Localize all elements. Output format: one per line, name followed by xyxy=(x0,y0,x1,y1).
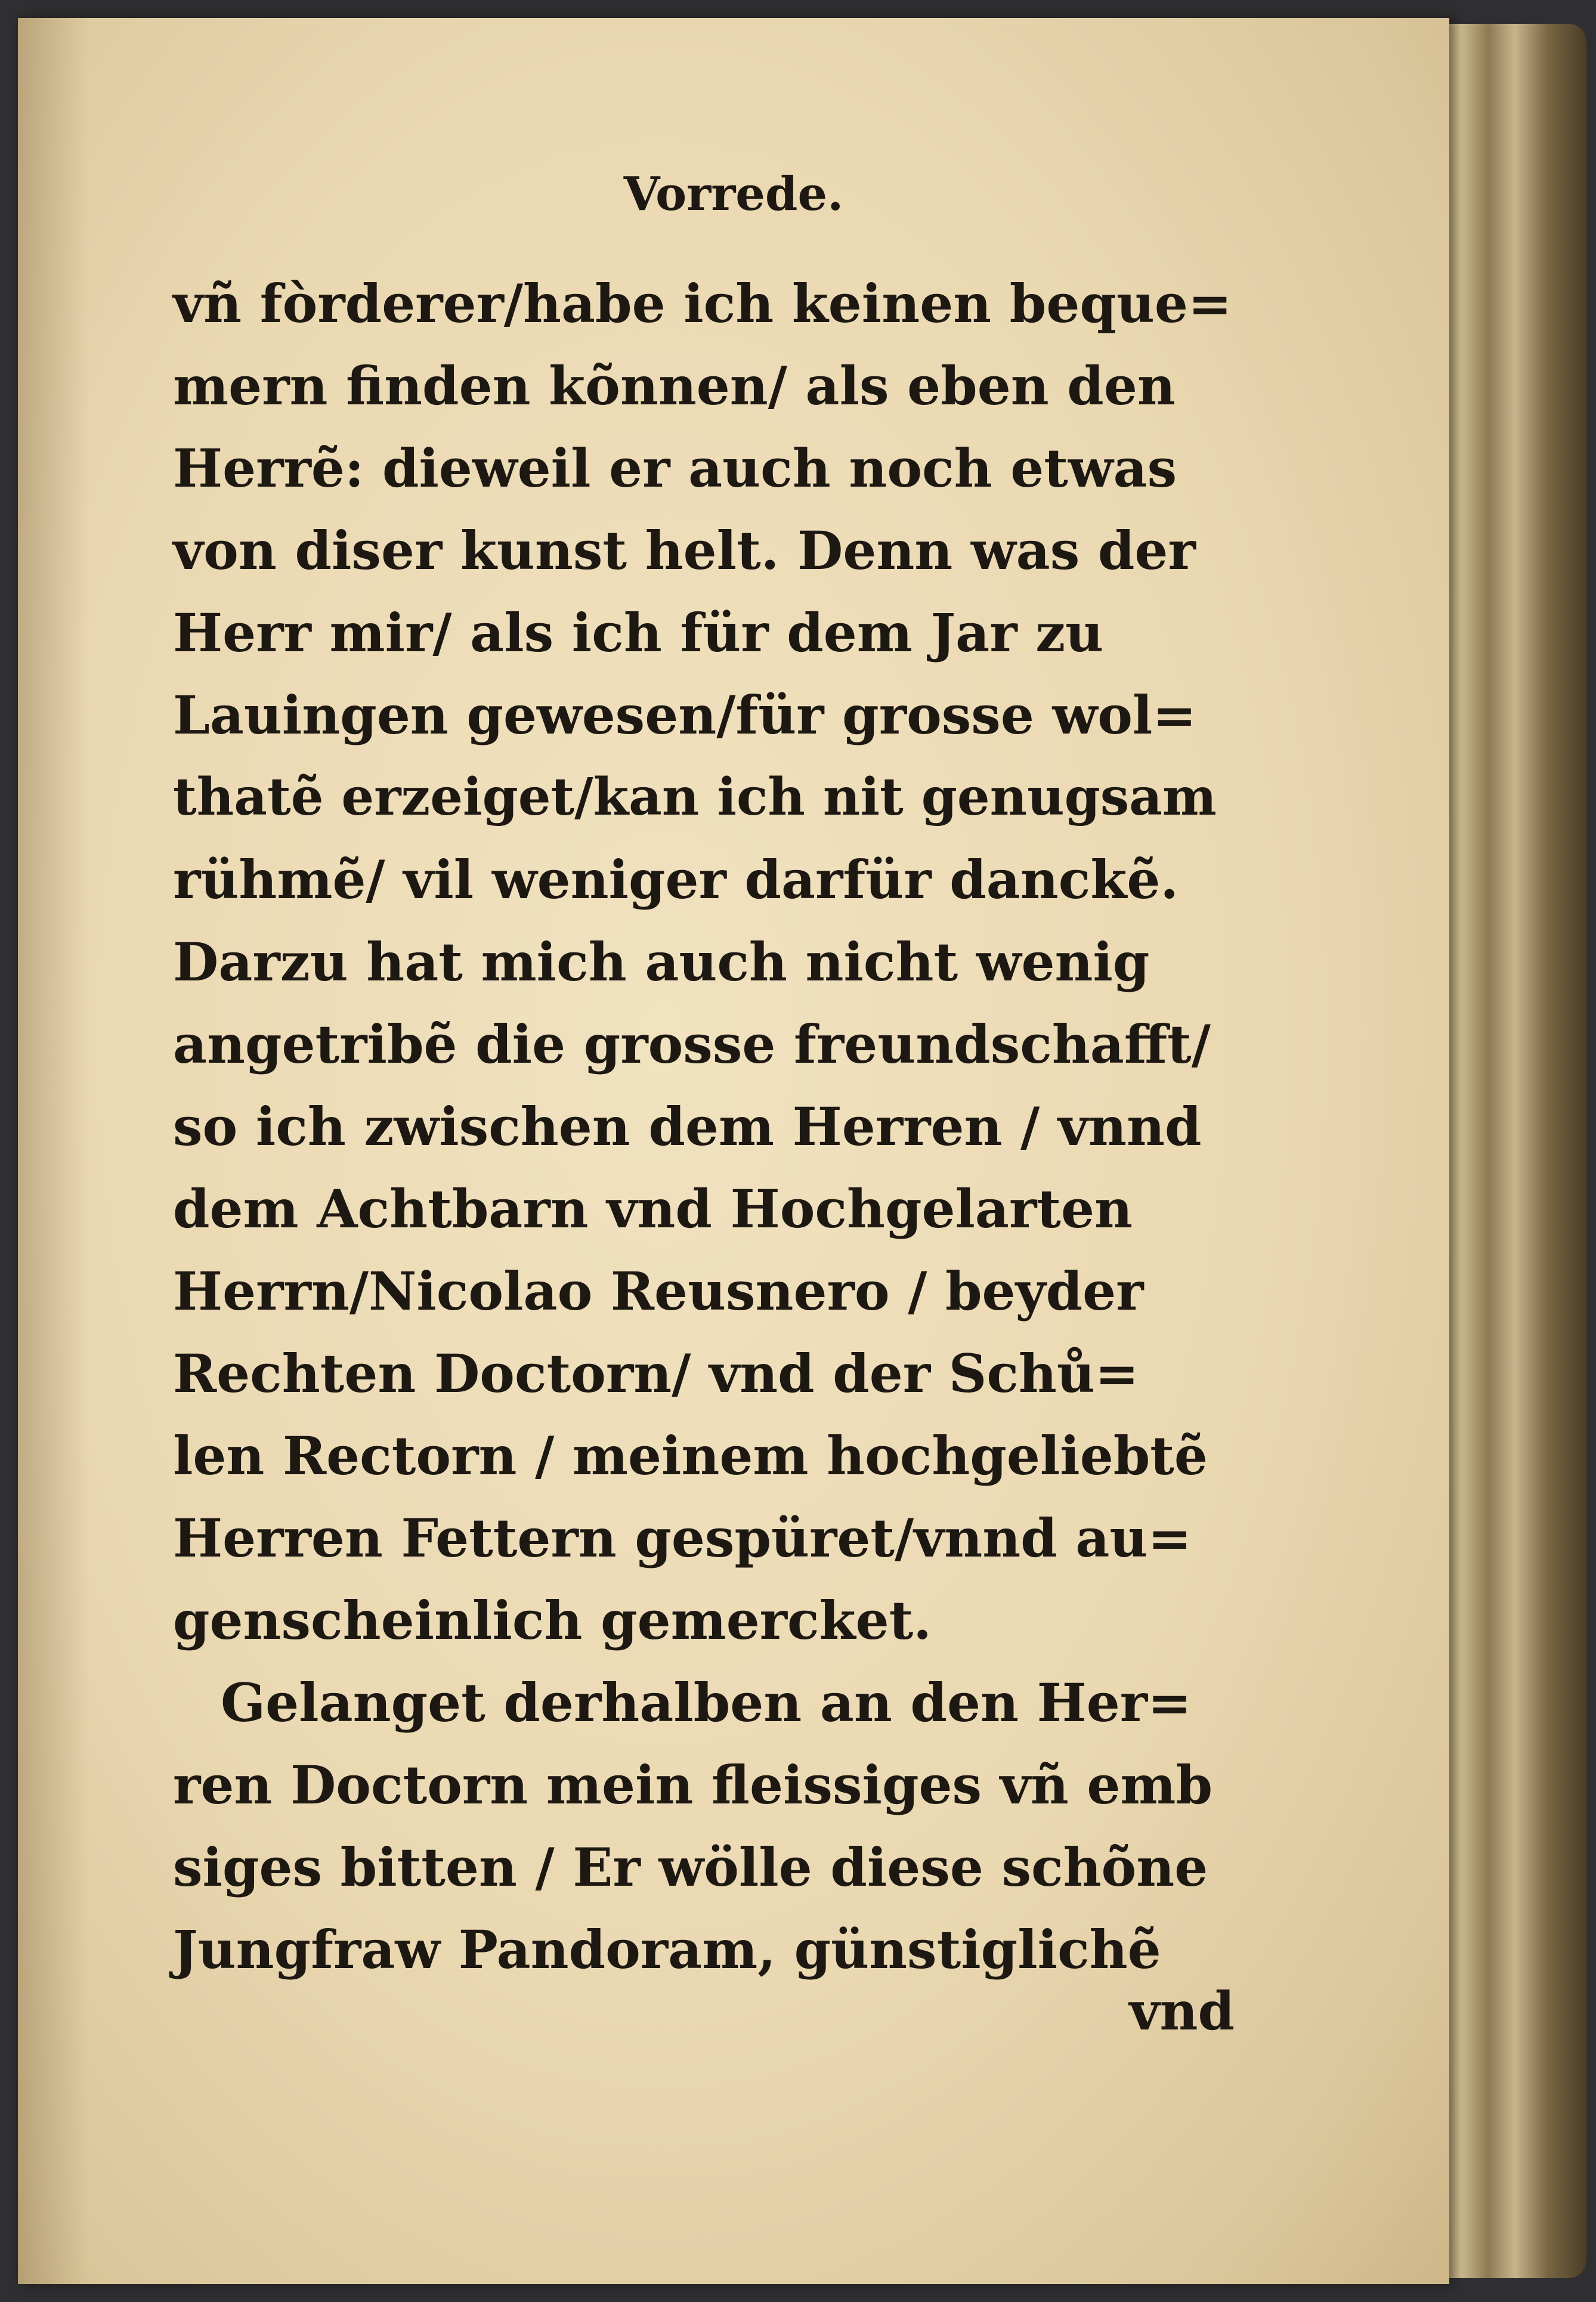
text-line: Gelanget derhalben an den Her= xyxy=(221,1672,1192,1734)
text-line: Jungfraw Pandoram, günstiglichẽ xyxy=(173,1919,1161,1981)
text-line: genscheinlich gemercket. xyxy=(173,1589,932,1651)
text-line: Darzu hat mich auch nicht wenig xyxy=(173,931,1150,993)
text-line: rühmẽ/ vil weniger darfür danckẽ. xyxy=(173,849,1179,911)
catchword: vnd xyxy=(1129,1980,1235,2042)
text-line: len Rectorn / meinem hochgeliebtẽ xyxy=(173,1425,1208,1487)
text-line: Herrẽ: dieweil er auch noch etwas xyxy=(173,437,1177,499)
text-line: ren Doctorn mein fleissiges vñ emb xyxy=(173,1754,1213,1816)
running-head: Vorrede. xyxy=(623,167,844,221)
body-text xyxy=(173,262,1235,1991)
text-line: angetribẽ die grosse freundschafft/ xyxy=(173,1013,1211,1075)
text-line: Herr mir/ als ich für dem Jar zu xyxy=(173,602,1104,664)
text-line: mern finden kõnnen/ als eben den xyxy=(173,355,1176,417)
text-line: so ich zwischen dem Herren / vnnd xyxy=(173,1096,1202,1158)
text-line: Herren Fettern gespüret/vnnd au= xyxy=(173,1507,1192,1569)
text-line: siges bitten / Er wölle diese schõne xyxy=(173,1836,1208,1898)
text-line: Herrn/Nicolao Reusnero / beyder xyxy=(173,1260,1144,1322)
text-line: vñ fòrderer/habe ich keinen beque= xyxy=(173,273,1232,335)
text-line: Rechten Doctorn/ vnd der Schů= xyxy=(173,1342,1139,1404)
text-line: thatẽ erzeiget/kan ich nit genugsam xyxy=(173,767,1217,827)
book-page xyxy=(18,18,1449,2284)
text-line: dem Achtbarn vnd Hochgelarten xyxy=(173,1178,1133,1240)
text-line: Lauingen gewesen/für grosse wol= xyxy=(173,684,1197,746)
text-line: von diser kunst helt. Denn was der xyxy=(173,519,1196,581)
